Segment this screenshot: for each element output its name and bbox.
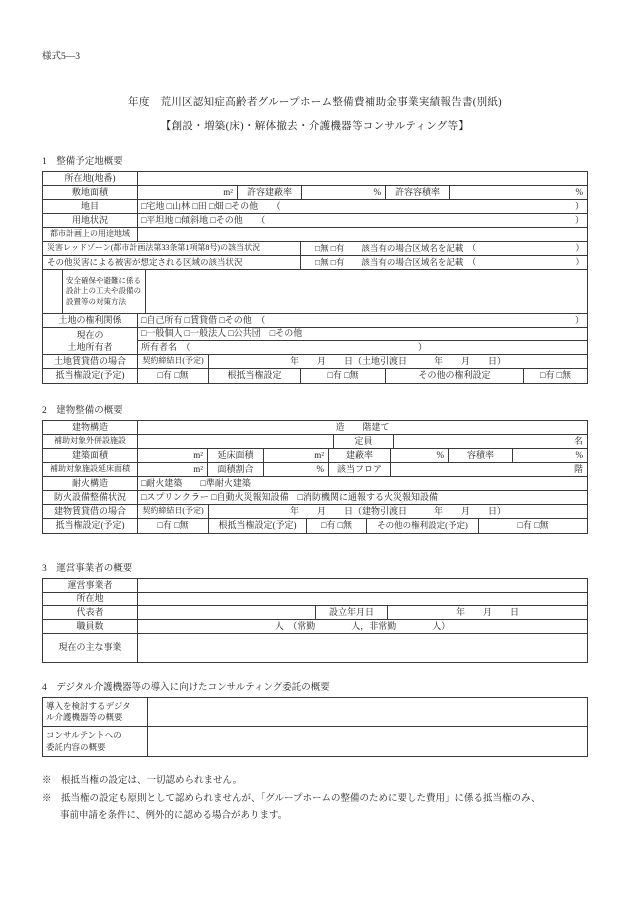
close-paren: ） (574, 200, 584, 211)
checkbox-options-cell: □有 □無 (539, 370, 572, 381)
blank-input-cell (138, 593, 587, 605)
table-row (43, 477, 587, 491)
blank-input-cell (138, 606, 316, 619)
label-cell: % (575, 186, 583, 197)
label-cell: 延床面積 (208, 449, 264, 462)
table-row (43, 620, 587, 634)
label-cell (138, 341, 587, 354)
label-cell: 所在地 (43, 593, 138, 605)
label-line: 設置等の対策方法 (66, 296, 126, 306)
consulting-overview-table (42, 697, 588, 757)
label-cell: 定員 (334, 435, 394, 448)
checkbox-options-cell (138, 200, 587, 213)
label-cell: 根抵当権設定 (209, 369, 301, 383)
label-cell: 建築面積 (43, 449, 138, 462)
label-cell: 造 階建て (335, 421, 390, 432)
page-title: 年度 荒川区認知症高齢者グループホーム整備費補助金事業実績報告書(別紙) (128, 97, 502, 108)
label-cell: m² (138, 186, 238, 199)
checkbox-options-cell: □有 □無 (138, 519, 209, 533)
table-row (43, 214, 587, 228)
multiline-label-cell (43, 698, 148, 726)
label-cell: 補助対象外併設施設 (43, 435, 138, 448)
blank-input-cell (148, 727, 587, 756)
table-row (43, 519, 587, 533)
label-cell: 許容建蔽率 (238, 186, 302, 199)
checkbox-options-cell: □有 □無 (307, 519, 367, 533)
label-line: 現在の (76, 329, 104, 340)
section-heading-1: 1 整備予定地概要 (42, 157, 123, 167)
page-subtitle: 【創設・増築(床)・解体撤去・介護機器等コンサルティング等】 (160, 121, 470, 132)
label-cell: 都市計画上の用途地域 (43, 228, 138, 241)
label-line: 安全確保や避難に係る (66, 276, 141, 286)
table-row (138, 328, 587, 341)
label-line: 導入を検討するデジタ (46, 700, 131, 711)
table-row (43, 328, 587, 355)
table-row (138, 341, 587, 354)
section-heading-4: 4 デジタル介護機器等の導入に向けたコンサルティング委託の概要 (42, 683, 330, 693)
blank-input-cell (146, 270, 587, 313)
blank-input-cell (138, 579, 587, 592)
label-cell: 敷地面積 (43, 186, 138, 199)
table-row (43, 200, 587, 214)
label-cell: 代表者 (43, 606, 138, 619)
checkbox-options-cell: □有 □無 (517, 520, 549, 531)
checkbox-options-cell: □スプリンクラー □自動火災報知設備 □消防機関に通報する火災報知設備 (141, 491, 439, 502)
label-cell: 人 （常勤 人，非常勤 人） (274, 620, 451, 631)
building-overview-table (42, 420, 588, 534)
label-cell: 年 月 日（土地引渡日 年 月 日） (289, 355, 506, 366)
label-cell: % (264, 463, 329, 476)
checkbox-options-cell: □一般個人 □一般法人 □公共団 □その他 (141, 328, 303, 339)
form-number: 様式5—3 (42, 52, 81, 62)
label-cell: m² (138, 463, 208, 476)
cell-text: □無 □有 該当有の場合区域名を記載 （ (315, 256, 477, 267)
table-row (43, 606, 587, 620)
label-cell: 根抵当権設定(予定) (209, 519, 307, 533)
label-cell: 地目 (43, 200, 138, 213)
checkbox-options-cell (138, 214, 587, 227)
table-row (43, 505, 587, 519)
label-cell: 用地状況 (43, 214, 138, 227)
table-row (43, 256, 587, 270)
label-cell: 耐火構造 (43, 477, 138, 490)
table-row (43, 228, 587, 242)
table-row (43, 369, 587, 383)
label-cell: 年 月 日 (455, 606, 519, 617)
table-row (43, 314, 587, 328)
label-cell: 面積割合 (208, 463, 264, 476)
table-row (43, 491, 587, 505)
operator-overview-table (42, 578, 588, 663)
label-cell: 土地の権利関係 (43, 314, 138, 327)
blank-input-cell (148, 698, 587, 726)
cell-text: □宅地 □山林 □田 □畑 □その他 （ (141, 200, 281, 211)
table-row (43, 242, 587, 256)
cell-text: □平坦地 □傾斜地 □その他 （ (141, 214, 266, 225)
site-overview-table (42, 171, 588, 384)
notes (42, 773, 588, 826)
table-row (43, 172, 587, 186)
checkbox-options-cell (301, 242, 587, 255)
label-cell: その他災害による被害が想定される区域の該当状況 (43, 256, 301, 269)
blank-input-cell (138, 172, 587, 185)
label-cell: 所在地(地番) (43, 172, 138, 185)
blank-input-cell (138, 634, 587, 662)
label-cell: 現在の主な事業 (43, 634, 138, 662)
table-row (43, 186, 587, 200)
cell-text: 所有者名 （ (141, 341, 191, 352)
label-cell: 建物賃貸借の場合 (43, 505, 138, 518)
blank-input-cell (138, 435, 334, 448)
label-cell: 土地賃貸借の場合 (43, 355, 138, 368)
table-row (43, 579, 587, 593)
note-line: ※ 抵当権の設定も原則として認められませんが、「グループホームの整備のために要した費用」に係る抵当権のみ、 (42, 793, 541, 804)
cell-text: □無 □有 該当有の場合区域名を記載 （ (315, 242, 477, 253)
label-cell: 設立年月日 (316, 606, 388, 619)
row-group (138, 328, 587, 354)
label-line: コンサルテントへの (46, 730, 122, 741)
table-row (43, 634, 587, 662)
label-line: 土地所有者 (67, 342, 113, 352)
table-row (43, 698, 587, 727)
checkbox-options-cell: □耐火建築 □準耐火建築 (141, 477, 251, 488)
checkbox-options-cell (138, 314, 587, 327)
multiline-label-cell (63, 270, 146, 313)
multiline-label-cell (43, 727, 148, 756)
label-line: ル介護機器等の概要 (46, 712, 123, 722)
close-paren: ） (417, 341, 427, 352)
label-cell: その他の権利設定(予定) (367, 519, 479, 533)
table-row (43, 449, 587, 463)
close-paren: ） (574, 214, 584, 225)
label-cell: 建物構造 (43, 421, 138, 434)
label-cell: 年 月 日（建物引渡日 年 月 日） (289, 505, 506, 516)
section-heading-2: 2 建物整備の概要 (42, 406, 123, 416)
label-cell: 容積率 (449, 449, 513, 462)
checkbox-options-cell: □有 □無 (301, 369, 386, 383)
label-cell: m² (138, 449, 208, 462)
label-cell: 階 (573, 463, 583, 474)
label-cell: 該当フロア (329, 463, 391, 476)
multiline-label-cell (43, 328, 138, 354)
checkbox-options-cell: □有 □無 (138, 369, 209, 383)
label-cell: 災害レッドゾーン(都市計画法第33条第1項第8号)の該当状況 (43, 242, 301, 255)
form-body (42, 153, 588, 757)
label-cell: 建蔽率 (329, 449, 391, 462)
table-row (43, 727, 587, 756)
label-cell: 名 (573, 435, 583, 446)
label-cell: 許容容積率 (386, 186, 450, 199)
label-cell: % (391, 449, 449, 462)
close-paren: ） (575, 242, 584, 253)
blank-input-cell (43, 270, 63, 313)
label-cell: 抵当権設定(予定) (43, 519, 138, 533)
label-cell: % (575, 449, 583, 460)
cell-text: □自己所有 □賃貸借 □その他 （ (141, 314, 266, 325)
note-line: ※ 根抵当権の設定は、一切認められません。 (42, 776, 243, 786)
label-cell: 防火設備整備状況 (43, 491, 138, 504)
close-paren: ） (574, 314, 584, 325)
table-row (43, 355, 587, 369)
close-paren: ） (575, 256, 584, 267)
label-line: 委託内容の概要 (46, 741, 106, 752)
blank-input-cell (138, 228, 587, 241)
table-row (43, 593, 587, 606)
label-cell: 運営事業者 (43, 579, 138, 592)
note-line: 事前申請を条件に、例外的に認める場合があります。 (60, 811, 288, 821)
label-cell: その他の権利設定 (386, 369, 524, 383)
label-cell: m² (264, 449, 329, 462)
label-cell: % (302, 186, 386, 199)
table-row (43, 435, 587, 449)
checkbox-options-cell (301, 256, 587, 269)
label-cell: 契約締結日(予定) (138, 505, 209, 518)
label-cell: 抵当権設定(予定) (43, 369, 138, 383)
label-cell: 職員数 (43, 620, 138, 633)
label-line: 設計上の工夫や設備の (66, 286, 141, 296)
table-row (43, 270, 587, 314)
table-row (43, 463, 587, 477)
table-row (43, 421, 587, 435)
section-heading-3: 3 運営事業者の概要 (42, 564, 133, 574)
label-cell: 契約締結日(予定) (138, 355, 209, 368)
label-cell: 補助対象施設延床面積 (43, 463, 138, 476)
